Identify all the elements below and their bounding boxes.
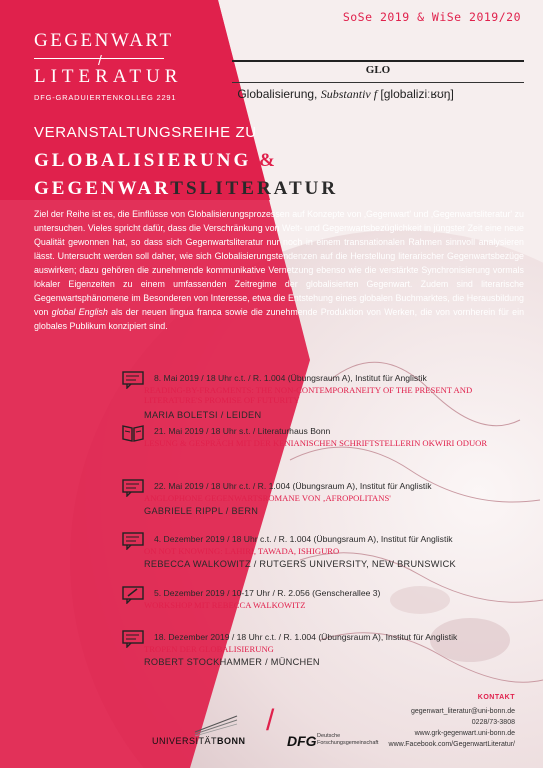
title-ampersand: & [259, 150, 278, 171]
contact-web[interactable]: www.grk-gegenwart.uni-bonn.de [414, 730, 515, 737]
logo-subtitle: DFG-GRADUIERTENKOLLEG 2291 [34, 93, 177, 102]
semester-label: SoSe 2019 & WiSe 2019/20 [342, 10, 521, 24]
chat-bubble-icon [122, 479, 144, 497]
dictionary-pos: Substantiv f [320, 87, 378, 101]
uni-word-b: BONN [217, 736, 246, 746]
dictionary-rule [232, 60, 524, 62]
slash-mark: / [230, 87, 234, 101]
event-title: ON NOT KNOWING: LAHIRI, TAWADA, ISHIGURO [144, 546, 340, 556]
contact-block [389, 706, 515, 750]
event-title: TROPEN DER GLOBALISIERUNG [144, 644, 274, 654]
dictionary-rule-thin [232, 82, 524, 83]
event-person: GABRIELE RIPPL / BERN [144, 506, 259, 516]
event-when: 18. Dezember 2019 / 18 Uhr c.t. / R. 1.004 (Übungsraum A), Institut für Anglistik [154, 632, 458, 642]
title-gegenwar: GEGENWAR [34, 178, 171, 199]
event-title: WORKSHOP MIT REBECCA WALKOWITZ [144, 600, 306, 610]
intro-italic: global English [51, 307, 108, 317]
event-person: REBECCA WALKOWITZ / RUTGERS UNIVERSITY, NEW BRUNSWICK [144, 559, 456, 569]
logo-literatur: LITERATUR [34, 66, 183, 87]
event-title: LESUNG & GESPRÄCH MIT DER KENIANISCHEN SCHRIFTSTELLERIN OKWIRI ODUOR [144, 438, 488, 448]
title-globalisierung: GLOBALISIERUNG [34, 150, 252, 171]
dictionary-header: GLO [365, 64, 391, 76]
event-when: 5. Dezember 2019 / 10-17 Uhr / R. 2.056 (Genscherallee 3) [154, 588, 381, 598]
university-name [152, 736, 246, 746]
chat-bubble-icon [122, 371, 144, 389]
dictionary-entry [230, 87, 454, 102]
dfg-sub-1: Deutsche [317, 733, 341, 739]
logo-gegenwart: GEGENWART [34, 30, 174, 51]
contact-email[interactable]: gegenwart_literatur@uni-bonn.de [410, 708, 515, 715]
series-heading: VERANSTALTUNGSREIHE ZU [34, 124, 257, 141]
event-person: ROBERT STOCKHAMMER / MÜNCHEN [144, 657, 320, 667]
logo-separator-slash: / [266, 704, 275, 737]
dictionary-word: Globalisierung, [237, 87, 318, 101]
dfg-logo: DFG [287, 733, 317, 749]
dfg-sub-2: Forschungsgemeinschaft [317, 739, 379, 746]
pencil-icon [122, 586, 144, 604]
event-when: 4. Dezember 2019 / 18 Uhr c.t. / R. 1.004 (Übungsraum A), Institut für Anglistik [154, 534, 453, 544]
title-line-1 [34, 150, 278, 172]
contact-facebook[interactable]: www.Facebook.com/GegenwartLiteratur/ [388, 741, 515, 748]
uni-word-a: UNIVERSITÄT [152, 736, 218, 746]
intro-paragraph [34, 207, 524, 333]
book-icon [122, 424, 144, 442]
event-title: READING-BY-FRAGMENTS: THE NON-CONTEMPORANEITY OF THE PRESENT AND LITERATURE'S PROMISE OF FUTURITY [144, 385, 473, 405]
intro-text: Ziel der Reihe ist es, die Einflüsse von Globalisierungsprozessen auf Konzepte von ‚Gegenwart' und ‚Gegenwartsliteratur' zu untersuchen. Vieles spricht dafür, dass die Verschränkung von Welt- und Gegenwartsbezüglichkeit in jüngster Zeit eine neue Qualität gewonnen hat, so dass sich Gegenwartsliteratur nur noch in einem transnationalen Rahmen sinnvoll analysieren lässt. Untersucht werden soll daher, wie sich Globalisierungstendenzen auf die Herstellung literarischer Gegenwartsbezüge auswirken; dazu gehören die zunehmende kommunikative Vernetzung ebenso wie die verstärkte Synchronisierung vormals lokaler Eigenzeiten zu einem umfassenden Zeitregime der globalisierten Gegenwart. Zudem sind literarische Gegenwartsphänomene im Besonderen von Interesse, etwa die Entstehung eines globalen Buchmarktes, die Herausbildung von [34, 209, 524, 317]
dfg-subtitle [317, 733, 378, 746]
event-when: 21. Mai 2019 / 18 Uhr s.t. / Literaturhaus Bonn [154, 426, 331, 436]
event-when: 8. Mai 2019 / 18 Uhr c.t. / R. 1.004 (Übungsraum A), Institut für Anglistik [154, 373, 427, 383]
title-tsliteratur: TSLITERATUR [170, 178, 339, 199]
event-person: MARIA BOLETSI / LEIDEN [144, 410, 262, 420]
contact-heading: KONTAKT [477, 694, 515, 701]
title-line-2 [34, 178, 338, 200]
chat-bubble-icon [122, 532, 144, 550]
event-when: 22. Mai 2019 / 18 Uhr c.t. / R. 1.004 (Übungsraum A), Institut für Anglistik [154, 481, 432, 491]
event-title: ANGLOPHONE GEGENWARTSROMANE VON ‚AFROPOLITANS' [144, 493, 391, 503]
intro-text-end: als der neuen lingua franca sowie die zunehmende Produktion von Werken, die von vornherein für ein globales Publikum konzipiert sind. [34, 307, 525, 331]
chat-bubble-icon [122, 630, 144, 648]
logo-slash-icon: / [98, 52, 102, 68]
dictionary-ipa: [globaliziːʁʊŋ] [380, 87, 454, 101]
contact-phone: 0228/73-3808 [471, 719, 515, 726]
